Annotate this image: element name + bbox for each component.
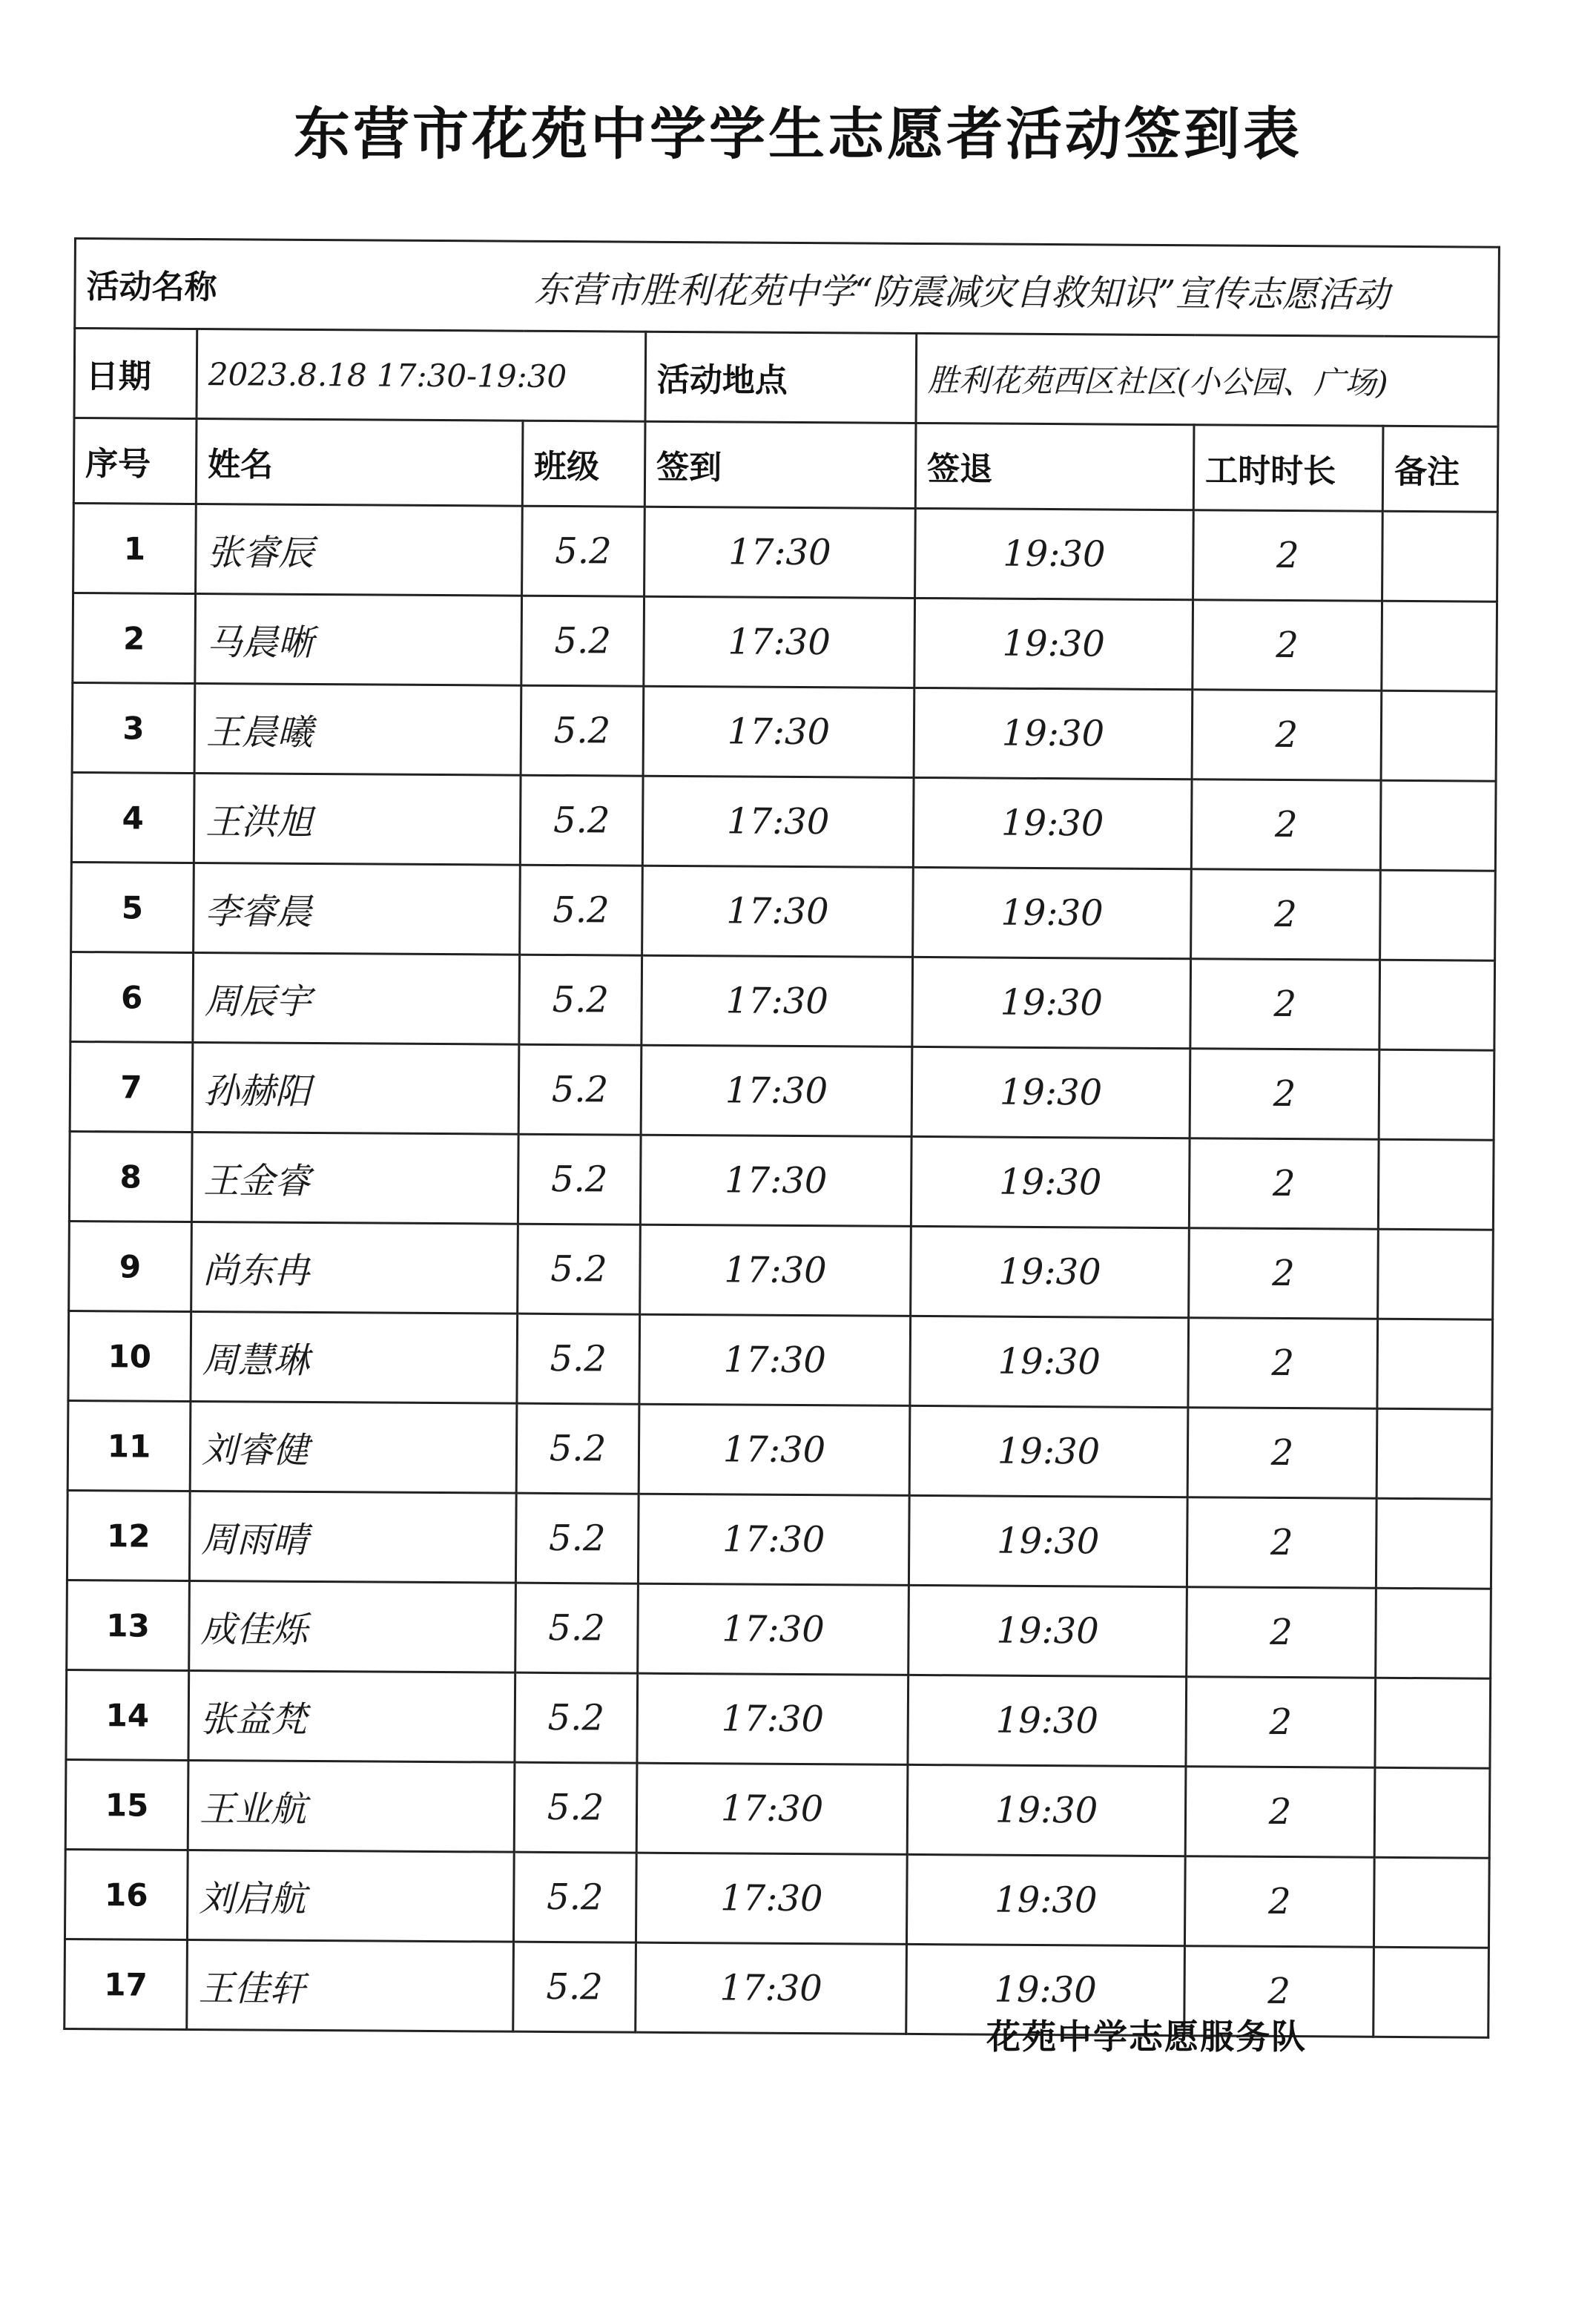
row-hours: 2 xyxy=(1184,1946,1374,2037)
row-class: 5.2 xyxy=(519,955,642,1045)
activity-name-row xyxy=(75,239,1500,337)
row-remarks xyxy=(1378,1229,1494,1319)
row-sign-in: 17:30 xyxy=(638,1494,909,1585)
col-header-sign-in: 签到 xyxy=(644,421,916,508)
row-sign-out: 19:30 xyxy=(914,688,1193,779)
row-name: 王佳轩 xyxy=(187,1939,514,2031)
date-label: 日期 xyxy=(74,329,197,419)
row-sign-out: 19:30 xyxy=(906,1944,1185,2035)
row-sign-out: 19:30 xyxy=(914,598,1193,689)
row-no: 3 xyxy=(72,682,195,773)
table-row xyxy=(73,504,1498,602)
row-no: 14 xyxy=(66,1669,189,1760)
row-name: 刘启航 xyxy=(187,1850,514,1942)
row-sign-in: 17:30 xyxy=(643,686,914,777)
row-no: 4 xyxy=(71,772,194,863)
row-sign-in: 17:30 xyxy=(642,955,913,1046)
row-no: 7 xyxy=(70,1041,193,1132)
row-sign-in: 17:30 xyxy=(636,1763,908,1854)
date-value: 2023.8.18 17:30-19:30 xyxy=(197,329,646,422)
row-sign-out: 19:30 xyxy=(909,1585,1187,1676)
row-sign-out: 19:30 xyxy=(906,1854,1185,1945)
row-sign-in: 17:30 xyxy=(636,1853,907,1944)
row-sign-in: 17:30 xyxy=(640,1224,911,1316)
row-sign-in: 17:30 xyxy=(642,866,914,957)
table-row xyxy=(67,1490,1491,1589)
row-no: 9 xyxy=(69,1221,192,1311)
col-header-class: 班级 xyxy=(522,421,645,507)
row-remarks xyxy=(1382,511,1498,601)
row-hours: 2 xyxy=(1188,1318,1378,1409)
row-hours: 2 xyxy=(1191,869,1381,960)
row-sign-in: 17:30 xyxy=(638,1583,909,1675)
row-hours: 2 xyxy=(1192,690,1382,781)
row-remarks xyxy=(1376,1408,1492,1499)
row-name: 李睿晨 xyxy=(194,863,521,955)
table-row xyxy=(66,1669,1491,1768)
row-no: 1 xyxy=(73,504,197,594)
table-row xyxy=(67,1580,1491,1678)
row-class: 5.2 xyxy=(520,865,643,955)
row-class: 5.2 xyxy=(521,596,644,686)
table-row xyxy=(73,593,1497,692)
row-name: 尚东冉 xyxy=(191,1222,518,1313)
row-class: 5.2 xyxy=(520,775,643,866)
table-row xyxy=(67,1400,1492,1499)
row-name: 张睿辰 xyxy=(196,504,523,596)
row-class: 5.2 xyxy=(518,1224,641,1314)
location-value: 胜利花苑西区社区(小公园、广场) xyxy=(916,333,1499,426)
row-name: 周慧琳 xyxy=(191,1311,518,1403)
row-remarks xyxy=(1374,1857,1489,1948)
row-hours: 2 xyxy=(1193,600,1382,691)
row-sign-in: 17:30 xyxy=(639,1314,911,1405)
row-sign-in: 17:30 xyxy=(636,1942,907,2034)
row-remarks xyxy=(1379,960,1495,1050)
location-label: 活动地点 xyxy=(645,332,917,423)
row-sign-out: 19:30 xyxy=(912,957,1191,1048)
table-row xyxy=(65,1849,1489,1948)
row-remarks xyxy=(1379,1049,1494,1140)
row-sign-out: 19:30 xyxy=(913,867,1192,958)
activity-name-label: 活动名称 xyxy=(75,239,524,332)
row-remarks xyxy=(1374,1947,1489,2037)
row-sign-in: 17:30 xyxy=(637,1673,909,1764)
table-row xyxy=(69,1131,1494,1230)
row-hours: 2 xyxy=(1193,510,1383,601)
row-name: 周辰宇 xyxy=(193,952,520,1044)
row-class: 5.2 xyxy=(521,685,644,776)
row-remarks xyxy=(1376,1588,1491,1678)
col-header-hours: 工时时长 xyxy=(1193,425,1383,512)
row-hours: 2 xyxy=(1189,1138,1379,1230)
row-sign-out: 19:30 xyxy=(907,1764,1186,1856)
row-sign-out: 19:30 xyxy=(911,1046,1190,1138)
table-row xyxy=(65,1759,1490,1858)
row-no: 5 xyxy=(71,862,194,952)
row-class: 5.2 xyxy=(513,1852,636,1942)
row-no: 10 xyxy=(68,1311,191,1401)
row-no: 8 xyxy=(69,1131,192,1222)
row-hours: 2 xyxy=(1186,1677,1376,1768)
row-name: 周雨晴 xyxy=(189,1491,516,1583)
row-hours: 2 xyxy=(1190,1049,1379,1140)
row-no: 12 xyxy=(67,1490,190,1580)
row-sign-in: 17:30 xyxy=(639,1404,910,1495)
table-row xyxy=(71,772,1496,871)
table-row xyxy=(72,682,1497,781)
row-no: 13 xyxy=(67,1580,190,1670)
row-sign-in: 17:30 xyxy=(642,776,914,867)
column-header-row xyxy=(73,418,1498,512)
row-class: 5.2 xyxy=(513,1942,636,2032)
row-name: 马晨晰 xyxy=(195,594,522,686)
row-hours: 2 xyxy=(1187,1408,1377,1499)
row-remarks xyxy=(1374,1767,1490,1858)
row-name: 成佳烁 xyxy=(189,1580,516,1672)
row-name: 刘睿健 xyxy=(190,1401,517,1493)
row-remarks xyxy=(1381,690,1497,781)
row-hours: 2 xyxy=(1185,1767,1375,1858)
row-sign-out: 19:30 xyxy=(911,1226,1190,1317)
row-no: 17 xyxy=(65,1939,188,2029)
row-remarks xyxy=(1380,870,1496,960)
row-hours: 2 xyxy=(1187,1587,1376,1678)
row-class: 5.2 xyxy=(522,506,645,596)
col-header-sign-out: 签退 xyxy=(915,423,1194,510)
row-sign-out: 19:30 xyxy=(915,508,1194,599)
row-class: 5.2 xyxy=(518,1134,641,1224)
row-sign-out: 19:30 xyxy=(911,1136,1190,1227)
row-name: 王洪旭 xyxy=(194,774,521,866)
row-remarks xyxy=(1377,1319,1493,1409)
date-location-row xyxy=(74,329,1499,427)
col-header-name: 姓名 xyxy=(196,419,523,507)
table-row xyxy=(68,1311,1493,1409)
row-sign-in: 17:30 xyxy=(644,596,915,688)
table-row xyxy=(70,1041,1494,1140)
activity-name-value: 东营市胜利花苑中学“防震减灾自救知识”宣传志愿活动 xyxy=(524,241,1500,337)
page-title: 东营市花苑中学学生志愿者活动签到表 xyxy=(294,101,1302,167)
row-class: 5.2 xyxy=(517,1313,640,1404)
row-remarks xyxy=(1376,1498,1491,1589)
row-sign-in: 17:30 xyxy=(644,507,916,598)
row-name: 孙赫阳 xyxy=(192,1042,519,1134)
row-class: 5.2 xyxy=(514,1762,637,1853)
row-hours: 2 xyxy=(1187,1497,1376,1589)
row-sign-out: 19:30 xyxy=(908,1675,1187,1766)
row-class: 5.2 xyxy=(516,1403,639,1494)
sign-in-table xyxy=(63,237,1500,2039)
row-remarks xyxy=(1375,1678,1491,1768)
row-sign-in: 17:30 xyxy=(641,1045,912,1136)
row-remarks xyxy=(1380,780,1496,871)
row-no: 15 xyxy=(65,1759,188,1850)
row-hours: 2 xyxy=(1189,1228,1379,1319)
row-sign-in: 17:30 xyxy=(640,1135,911,1226)
row-class: 5.2 xyxy=(515,1672,638,1763)
footer-team: 花苑中学志愿服务队 xyxy=(986,2017,1307,2057)
row-sign-out: 19:30 xyxy=(910,1316,1189,1407)
row-no: 6 xyxy=(70,952,194,1042)
row-remarks xyxy=(1378,1139,1494,1230)
row-name: 张益梵 xyxy=(188,1670,515,1762)
table-row xyxy=(69,1221,1494,1319)
row-sign-out: 19:30 xyxy=(913,777,1192,868)
row-class: 5.2 xyxy=(515,1493,639,1583)
row-hours: 2 xyxy=(1190,959,1380,1050)
row-remarks xyxy=(1382,601,1497,691)
col-header-no: 序号 xyxy=(73,418,197,504)
row-class: 5.2 xyxy=(518,1044,642,1135)
row-no: 16 xyxy=(65,1849,188,1939)
row-sign-out: 19:30 xyxy=(909,1405,1188,1497)
row-sign-out: 19:30 xyxy=(909,1495,1187,1586)
row-hours: 2 xyxy=(1184,1856,1374,1948)
row-name: 王业航 xyxy=(188,1760,515,1852)
table-row xyxy=(70,952,1495,1050)
table-row xyxy=(71,862,1496,960)
row-no: 11 xyxy=(67,1400,191,1491)
row-name: 王晨曦 xyxy=(194,684,521,776)
row-hours: 2 xyxy=(1191,779,1381,871)
row-name: 王金睿 xyxy=(191,1132,518,1224)
row-no: 2 xyxy=(73,593,196,684)
col-header-remarks: 备注 xyxy=(1382,426,1498,512)
row-class: 5.2 xyxy=(515,1583,639,1673)
